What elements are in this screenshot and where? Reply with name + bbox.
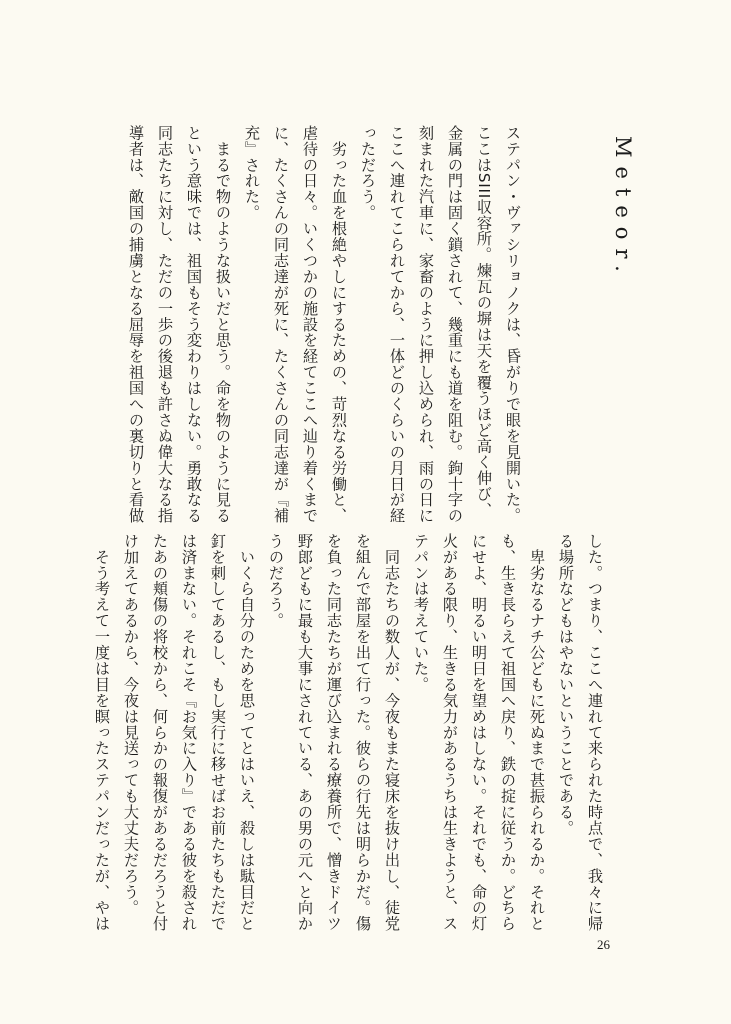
text-line: たあの頬傷の将校から、何らかの報復があるだろうと付 — [151, 533, 169, 932]
chapter-title: Meteor. — [611, 136, 635, 281]
text-line: 同志たちの数人が、今夜もまた寝床を抜け出し、徒党 — [383, 533, 401, 932]
text-line: ここへ連れてこられてから、一体どのくらいの月日が経 — [388, 125, 406, 524]
text-line: 刻まれた汽車に、家畜のように押し込められ、雨の日に — [417, 125, 435, 524]
text-line: 野郎どもに最も大事にされている、あの男の元へと向か — [296, 533, 314, 932]
text-line: 火がある限り、生きる気力があるうちは生きようと、ス — [441, 533, 459, 932]
text-line: 同志たちに対し、ただの一歩の後退も許さぬ偉大なる指 — [156, 125, 174, 524]
text-block-upper — [121, 125, 527, 524]
text-line: は済まない。それこそ『お気に入り』である彼を殺され — [180, 533, 198, 932]
text-line: テパンは考えていた。 — [412, 533, 430, 693]
text-line: 釘を刺してあるし、もし実行に移せばお前たちもただで — [209, 533, 227, 932]
text-line: を組んで部屋を出て行った。彼らの行先は明らかだ。傷 — [354, 533, 372, 932]
text-line: も、生き長らえて祖国へ戻り、鉄の掟に従うか。どちら — [499, 533, 517, 932]
text-line: いくら自分のためを思ってとはいえ、殺しは駄目だと — [238, 533, 256, 932]
text-line: うのだろう。 — [267, 533, 285, 629]
text-line: にせよ、明るい明日を望めはしない。それでも、命の灯 — [470, 533, 488, 932]
text-line: 充』された。 — [243, 125, 261, 221]
text-line: る場所などもはやないということである。 — [557, 533, 575, 837]
text-line: ステパン・ヴァシリョノクは、昏がりで眼を見開いた。 — [504, 125, 522, 524]
text-line: 導者は、敵国の捕虜となる屈辱を祖国への裏切りと看做 — [127, 125, 145, 524]
text-line: 金属の門は固く鎖されて、幾重にも道を阻む。鉤十字の — [446, 125, 464, 524]
text-line: した。つまり、ここへ連れて来られた時点で、我々に帰 — [586, 533, 604, 932]
text-line: を負った同志たちが運び込まれる療養所で、憎きドイツ — [325, 533, 343, 932]
text-line: け加えてあるから、今夜は見送っても大丈夫だろう。 — [122, 533, 140, 916]
text-line: まるで物のような扱いだと思う。命を物のように見る — [214, 125, 232, 524]
text-line: そう考えて一度は目を瞑ったステパンだったが、やは — [93, 533, 111, 932]
page-number: 26 — [597, 937, 610, 952]
text-line: 卑劣なるナチ公どもに死ぬまで甚振られるか。それと — [528, 533, 546, 932]
text-line: ここはSIII収容所。煉瓦の塀は天を覆うほど高く伸び、 — [475, 125, 493, 518]
text-line: に、たくさんの同志達が死に、たくさんの同志達が『補 — [272, 125, 290, 524]
text-line: 虐待の日々。いくつかの施設を経てここへ辿り着くまで — [301, 125, 319, 524]
text-line: という意味では、祖国もそう変わりはしない。勇敢なる — [185, 125, 203, 524]
text-line: 劣った血を根絶やしにするための、苛烈なる労働と、 — [330, 125, 348, 524]
text-block-lower — [87, 533, 609, 932]
text-line: っただろう。 — [359, 125, 377, 221]
